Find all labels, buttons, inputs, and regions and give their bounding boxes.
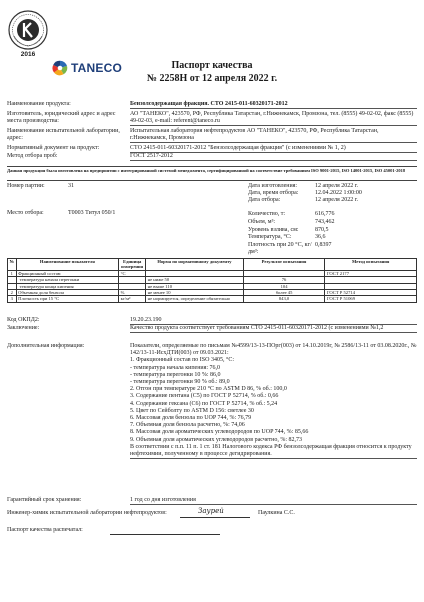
- cell-num: 3: [8, 296, 17, 302]
- tank-info: [248, 211, 417, 256]
- production-info: [248, 183, 417, 205]
- table-row: [8, 296, 417, 302]
- product-value: Бензолсодержащая фракция. СТО 2415-011-60320171-2012: [130, 101, 417, 109]
- normative-value: СТО 2415-011-60320171-2012 "Бензолсодержащая фракция" (с изменениями № 1, 2): [130, 145, 417, 153]
- tax-note: В соответствии с п.п. 11 п. 1 ст. 181 Налогового кодекса РФ бензолсодержащая фракция относится к продукту нефтехимии, полученному в процессе дегидрирования.: [130, 443, 412, 458]
- info-label: Дата, время отбора:: [248, 190, 299, 197]
- cell-norm: не выше 110: [146, 283, 244, 289]
- col-header: Результат испытания: [243, 259, 325, 271]
- cell-method: ГОСТ Р 52714: [325, 290, 417, 296]
- table-header-row: [8, 259, 417, 271]
- info-label: Температура, °С:: [248, 234, 292, 241]
- conclusion-label: Заключение:: [7, 325, 40, 331]
- laboratory-row: [7, 128, 417, 143]
- list-item: 7. Объемная доля бензола расчетно, %: 74,06: [130, 422, 245, 429]
- list-item: 3. Содержание пентана (С5) по ГОСТ Р 52714, % об.: 0,66: [130, 393, 279, 400]
- batch-value: 31: [68, 183, 74, 189]
- info-value: 616,776: [315, 211, 335, 217]
- col-header: Наименование показателя: [16, 259, 119, 271]
- sampling-place-value: Т0003 Титул 050/1: [68, 210, 116, 216]
- manufacturer-row: [7, 111, 417, 126]
- okpd-value: 19.20.23.190: [130, 317, 417, 325]
- product-row: [7, 101, 417, 109]
- divider: [7, 166, 417, 167]
- cell-name: температура начала перегонки: [16, 277, 119, 283]
- engineer-label: Инженер-химик испытательной лаборатории нефтепродуктов:: [7, 510, 167, 516]
- warranty-label: Гарантийный срок хранения:: [7, 497, 82, 503]
- sampling-method-label: Метод отбора проб:: [7, 153, 58, 159]
- okpd-label: Код ОКПД2:: [7, 317, 40, 323]
- list-item: 1. Фракционный состав по ISO 3405, °С:: [130, 357, 235, 364]
- certification-note: Данная продукция была изготовлена на предприятии с интегрированной системой менеджмента, сертифицированной на соответствие требованиям ISO 9001-2015, ISO 14001-2015, ISO 45001-2018: [7, 168, 406, 173]
- additional-list: [130, 357, 417, 443]
- info-value: 12 апреля 2022 г.: [315, 197, 358, 204]
- info-label: Уровень взлива, см:: [248, 226, 299, 233]
- list-item: 9. Объемная доля ароматических углеводородов расчетно, %: 82,73: [130, 436, 303, 443]
- product-label: Наименование продукта:: [7, 101, 71, 107]
- engineer-name: Паулкина С.С.: [258, 510, 295, 516]
- cell-name: Плотность при 15 °С: [16, 296, 119, 302]
- conclusion-row: [7, 325, 417, 333]
- laboratory-label: Наименование испытательной лаборатории, адрес:: [7, 128, 120, 142]
- additional-info-row: [7, 343, 417, 459]
- info-value: 743,462: [315, 218, 335, 225]
- list-item: 8. Массовая доля ароматических углеводородов по UOP 744, %: 85,66: [130, 429, 309, 436]
- sampling-place-label: Место отбора:: [7, 210, 44, 216]
- col-header: Метод испытания: [325, 259, 417, 271]
- list-item: 5. Цвет по Сейболту по ASTM D 156: светлее 30: [130, 407, 254, 414]
- normative-label: Нормативный документ на продукт:: [7, 145, 100, 151]
- list-item: 2. Отгон при температуре 210 °С по ASTM D 86, % об.: 100,0: [130, 386, 287, 393]
- additional-intro: Показатели, определяемые по письмам №4599/13-13-ПОрг(003) от 14.10.2019г, № 2586/13-11 от 03.08.2020г., № 142/13-11-ИсхДТИ(003) от 09.03.2021:: [130, 343, 417, 357]
- info-value: 12.04.2022 1:00:00: [315, 190, 362, 197]
- col-header: Норма по нормативному документу: [146, 259, 244, 271]
- info-value: 0,8397: [315, 242, 332, 249]
- list-item: 6. Массовая доля бензола по UOP 744, %: 76,79: [130, 415, 252, 422]
- conclusion-value: Качество продукта соответствует требованиям СТО 2415-011-60320171-2012 (с изменениями №1,2: [130, 325, 417, 333]
- additional-info-value: [130, 343, 417, 459]
- list-item: - температура перегонки 90 % об.: 89,0: [130, 379, 230, 386]
- info-value: 12 апреля 2022 г.: [315, 183, 358, 189]
- info-label: Количество, т:: [248, 211, 286, 217]
- info-label: Дата отбора:: [248, 197, 281, 204]
- additional-info-label: Дополнительная информация:: [7, 343, 85, 349]
- cell-num: 1: [8, 270, 17, 276]
- sampling-method-value: ГОСТ 2517-2012: [130, 153, 417, 161]
- cell-unit: кг/м³: [119, 296, 146, 302]
- signature-line: [180, 517, 250, 518]
- divider: [7, 180, 417, 181]
- cell-result: 843,0: [243, 296, 325, 302]
- warranty-row: [7, 497, 417, 505]
- cell-result: более 45: [243, 290, 325, 296]
- okpd-row: [7, 317, 417, 325]
- issuer-label: Паспорт качества распечатал:: [7, 527, 83, 533]
- sampling-method-row: [7, 153, 417, 161]
- manufacturer-label: Изготовитель, юридический адрес и адрес места производства:: [7, 111, 116, 125]
- cell-norm: не ниже 50: [146, 277, 244, 283]
- list-item: 4. Содержание гексана (С6) по ГОСТ Р 52714, % об.: 5,24: [130, 400, 278, 407]
- col-header: Единица измерения: [119, 259, 146, 271]
- issuer-line: [110, 534, 220, 535]
- cell-norm: не менее 10: [146, 290, 244, 296]
- document-number: № 2258Н от 12 апреля 2022 г.: [146, 73, 278, 84]
- info-label: Дата изготовления:: [248, 183, 298, 189]
- logo-year: 2016: [20, 51, 36, 58]
- cell-name: Фракционный состав:: [16, 270, 119, 276]
- info-value: 36,6: [315, 234, 326, 241]
- cell-result: 104: [243, 283, 325, 289]
- warranty-value: 1 год со дня изготовления: [130, 497, 417, 505]
- cell-name: температура конца кипения: [16, 283, 119, 289]
- document-title: Паспорт качества: [171, 60, 253, 71]
- info-label: Объем, м³:: [248, 218, 276, 225]
- cell-norm: не нормируется, определение обязательно: [146, 296, 244, 302]
- cell-name: Объемная доля бензола: [16, 290, 119, 296]
- info-label: Плотность при 20 °С, кг/дм³:: [248, 242, 312, 256]
- cell-result: 76: [243, 277, 325, 283]
- brand-name: TANECO: [71, 61, 122, 75]
- list-item: - температура начала кипения: 76,0: [130, 364, 221, 371]
- cell-method: ГОСТ 2177: [325, 270, 417, 276]
- specification-table: [7, 258, 417, 303]
- medal-emblem-icon: [8, 10, 48, 50]
- laboratory-value: Испытательная лаборатория нефтепродуктов АО "ТАНЕКО", 423570, РФ, Республика Татарстан, г.Нижнекамск, Промзона: [130, 128, 417, 143]
- info-value: 870,5: [315, 226, 329, 233]
- cell-method: ГОСТ Р 51069: [325, 296, 417, 302]
- cell-unit: °С: [119, 270, 146, 276]
- batch-label: Номер партии:: [7, 183, 45, 189]
- engineer-signature: Заурей: [198, 507, 224, 515]
- cell-unit: %: [119, 290, 146, 296]
- manufacturer-value: АО "ТАНЕКО", 423570, РФ, Республика Татарстан, г.Нижнекамск, Промзона, тел. (8555) 49-02-02, факс (8555) 49-02-03, e-mail: referent@taneco.ru: [130, 111, 417, 126]
- normative-row: [7, 145, 417, 153]
- cell-num: 2: [8, 290, 17, 296]
- list-item: - температура перегонки 10 %: 86,0: [130, 371, 221, 378]
- col-header: №: [8, 259, 17, 271]
